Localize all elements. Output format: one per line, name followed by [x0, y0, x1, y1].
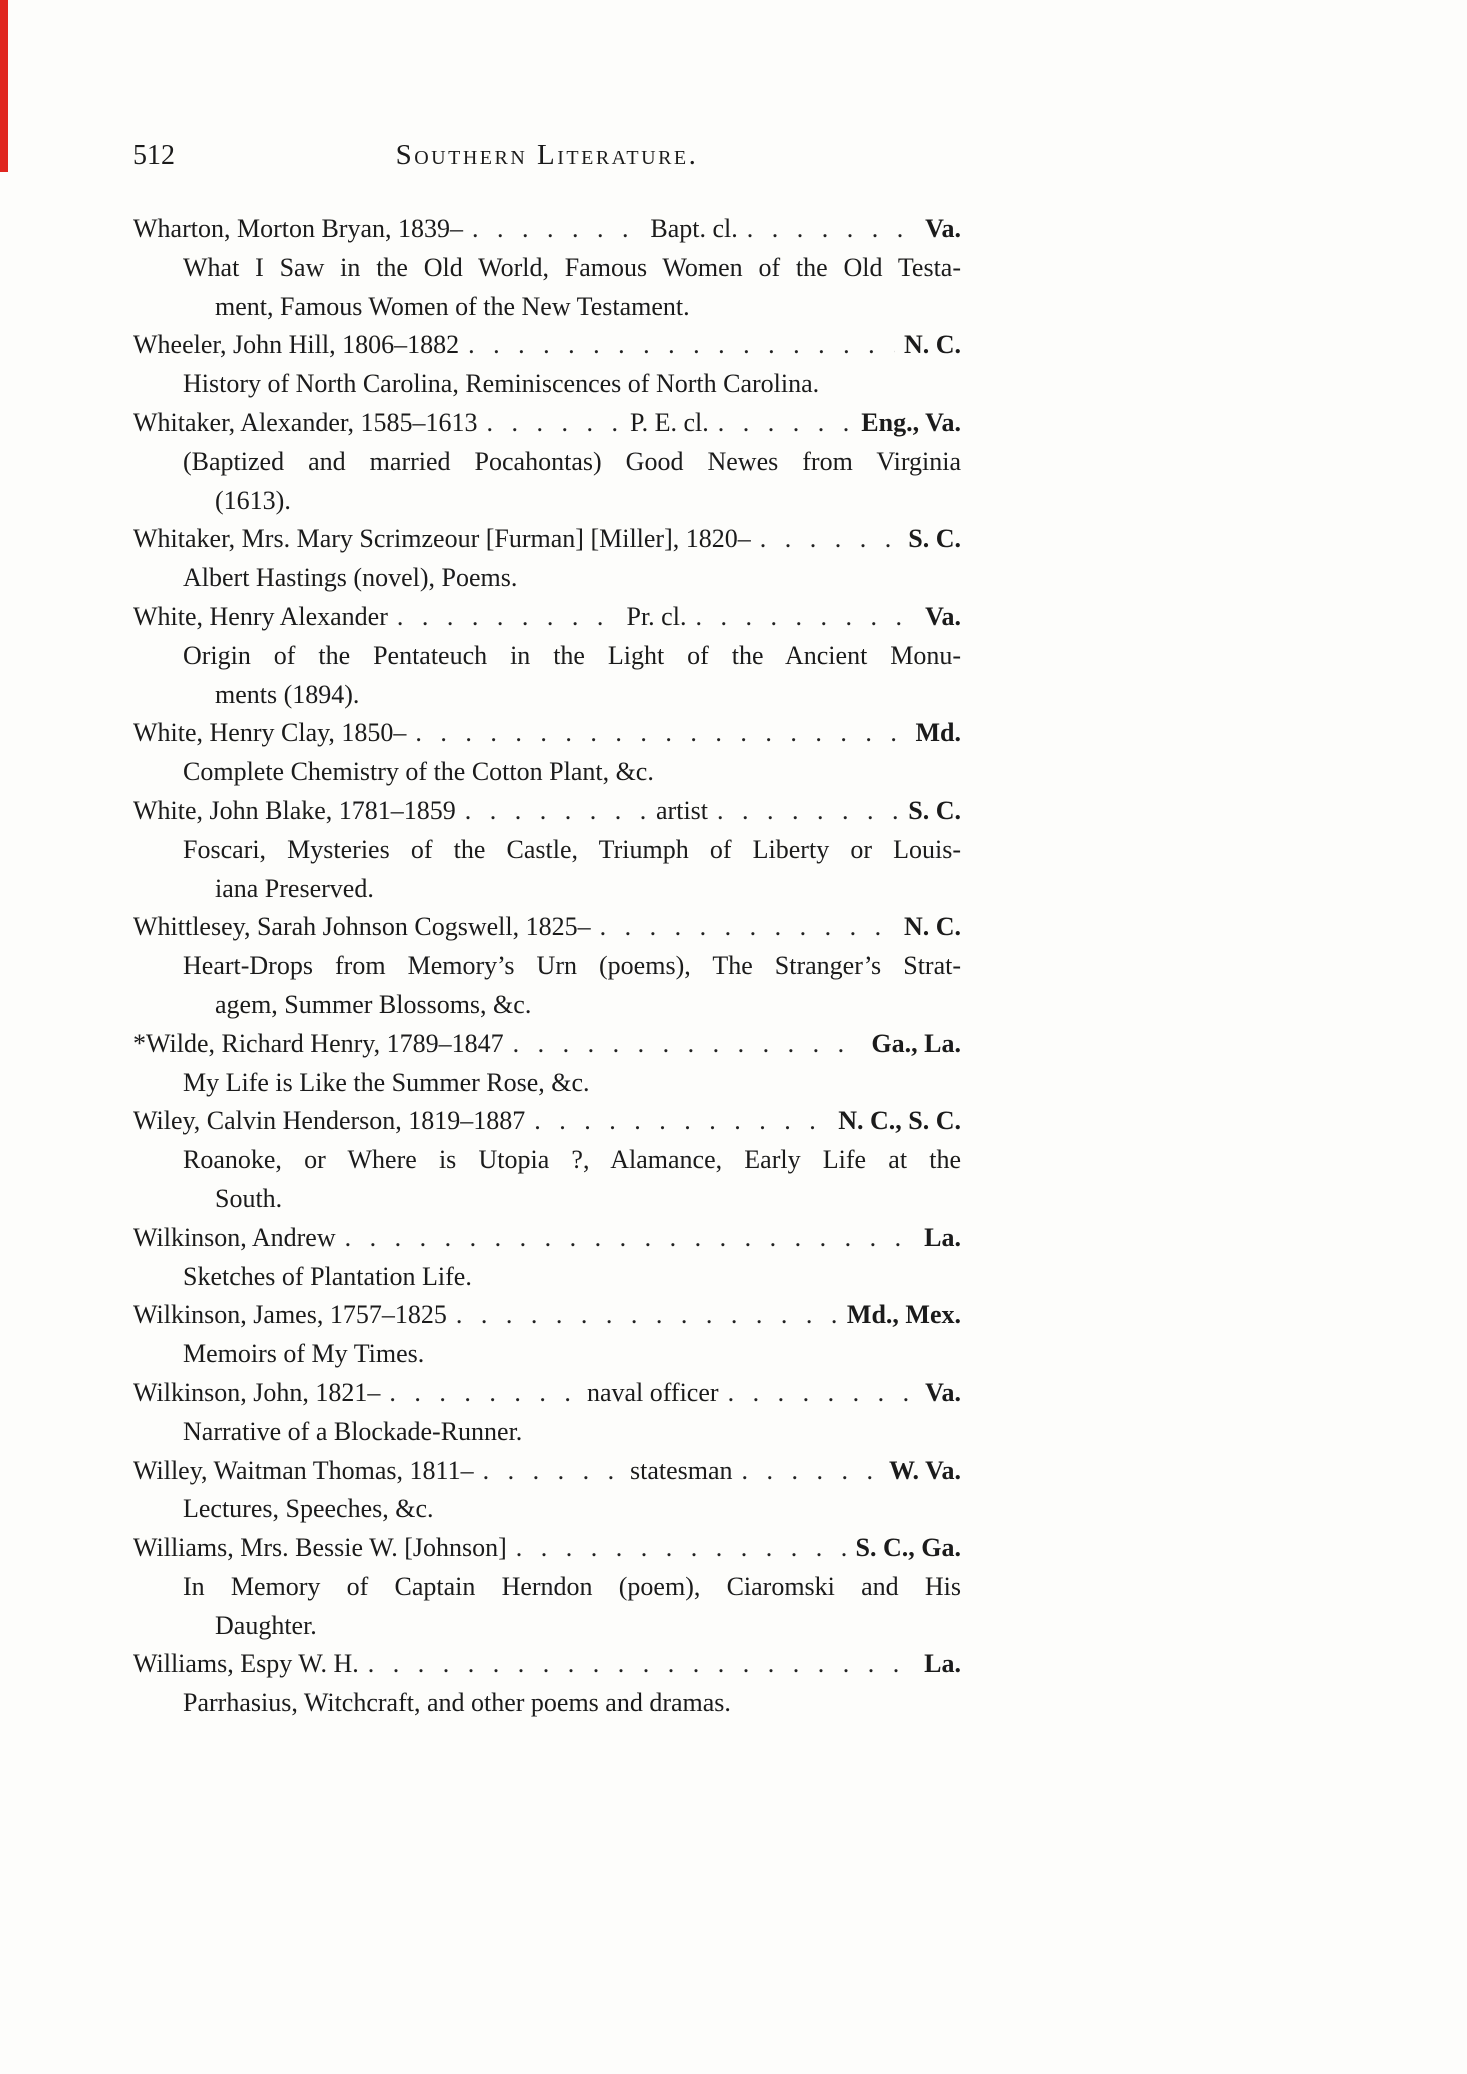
- author-location: La.: [924, 1649, 961, 1679]
- work-line: What I Saw in the Old World, Famous Women of the Old Testa-: [183, 252, 961, 282]
- dot-leader: [345, 1219, 916, 1258]
- author-occupation: P. E. cl.: [630, 407, 709, 437]
- entry-head: [133, 1219, 961, 1258]
- dot-leader: [728, 1374, 917, 1413]
- dot-leader: [717, 792, 899, 831]
- author-name: White, John Blake, 1781–1859: [133, 795, 456, 825]
- work-line: In Memory of Captain Herndon (poem), Ciaromski and His: [183, 1571, 961, 1601]
- author-name: Wharton, Morton Bryan, 1839–: [133, 214, 464, 243]
- dot-leader: [513, 1025, 863, 1064]
- work-line: Complete Chemistry of the Cotton Plant, &c.: [183, 757, 654, 787]
- work-line: ment, Famous Women of the New Testament.: [215, 291, 690, 321]
- work-line: Foscari, Mysteries of the Castle, Triumph of Liberty or Louis-: [183, 834, 961, 864]
- dot-leader: [389, 1374, 578, 1413]
- author-occupation: Bapt. cl.: [650, 214, 738, 243]
- author-name: Williams, Mrs. Bessie W. [Johnson]: [133, 1533, 507, 1563]
- entry-head: [133, 1529, 961, 1568]
- entry-head: [133, 1452, 961, 1491]
- work-line: (1613).: [215, 485, 291, 515]
- work-line: Lectures, Speeches, &c.: [183, 1494, 434, 1524]
- entry: [133, 1296, 961, 1374]
- author-name: Williams, Espy W. H.: [133, 1649, 359, 1679]
- entry-head: [133, 210, 961, 249]
- dot-leader: [468, 326, 895, 365]
- work-line: South.: [215, 1183, 283, 1213]
- dot-leader: [487, 404, 622, 443]
- author-name: Whitaker, Mrs. Mary Scrimzeour [Furman] [Miller], 1820–: [133, 524, 751, 554]
- author-location: S. C., Ga.: [855, 1533, 961, 1563]
- author-name: Wilkinson, James, 1757–1825: [133, 1300, 447, 1330]
- entry: [133, 1374, 961, 1452]
- entry: [133, 1645, 961, 1723]
- author-occupation: statesman: [630, 1455, 733, 1485]
- work-line: Parrhasius, Witchcraft, and other poems and dramas.: [183, 1688, 731, 1718]
- author-location: La.: [924, 1222, 961, 1252]
- entry-head: [133, 1296, 961, 1335]
- work-line: iana Preserved.: [215, 873, 374, 903]
- author-location: N. C.: [903, 912, 961, 942]
- author-location: S. C.: [908, 795, 961, 825]
- author-location: N. C.: [903, 330, 961, 360]
- work-line: ments (1894).: [215, 679, 360, 709]
- entry-head: [133, 598, 961, 637]
- author-name: White, Henry Clay, 1850–: [133, 718, 407, 748]
- work-line: Albert Hastings (novel), Poems.: [183, 563, 518, 593]
- entry-head: [133, 520, 961, 559]
- dot-leader: [465, 792, 647, 831]
- work-line: Daughter.: [215, 1610, 317, 1640]
- text-block: [133, 136, 961, 1723]
- author-location: W. Va.: [888, 1455, 961, 1485]
- entry: [133, 598, 961, 714]
- work-line: My Life is Like the Summer Rose, &c.: [183, 1067, 590, 1097]
- entry-head: [133, 1102, 961, 1141]
- entry-head: [133, 1374, 961, 1413]
- author-name: Wilkinson, Andrew: [133, 1222, 336, 1252]
- entry-head: [133, 404, 961, 443]
- author-location: N. C., S. C.: [838, 1106, 961, 1136]
- entry: [133, 1102, 961, 1218]
- dot-leader: [760, 520, 900, 559]
- entry-head: [133, 1025, 961, 1064]
- entry: [133, 1219, 961, 1297]
- dot-leader: [397, 598, 618, 637]
- work-line: Heart-Drops from Memory’s Urn (poems), The Stranger’s Strat-: [183, 951, 961, 981]
- author-location: S. C.: [908, 524, 961, 554]
- entry: [133, 1452, 961, 1530]
- entry: [133, 908, 961, 1024]
- author-occupation: artist: [656, 795, 709, 825]
- entry-head: [133, 908, 961, 947]
- dot-leader: [516, 1529, 847, 1568]
- entry: [133, 1025, 961, 1103]
- author-location: Va.: [925, 1377, 961, 1407]
- author-occupation: naval officer: [586, 1377, 719, 1407]
- dot-leader: [472, 210, 641, 249]
- author-name: White, Henry Alexander: [133, 601, 388, 631]
- work-line: Origin of the Pentateuch in the Light of the Ancient Monu-: [183, 640, 961, 670]
- entry-head: [133, 326, 961, 365]
- dot-leader: [695, 598, 916, 637]
- entry: [133, 792, 961, 908]
- entry-head: [133, 792, 961, 831]
- author-location: Md.: [915, 718, 961, 748]
- entries-list: [133, 210, 961, 1723]
- dot-leader: [368, 1645, 915, 1684]
- entry: [133, 1529, 961, 1645]
- scan-artifact: [0, 0, 8, 172]
- author-name: Whittlesey, Sarah Johnson Cogswell, 1825–: [133, 912, 591, 942]
- author-location: Va.: [925, 214, 961, 243]
- entry: [133, 326, 961, 404]
- author-location: Eng., Va.: [861, 407, 961, 437]
- work-line: Memoirs of My Times.: [183, 1339, 425, 1369]
- dot-leader: [742, 1452, 880, 1491]
- dot-leader: [415, 714, 906, 753]
- dot-leader: [747, 210, 916, 249]
- author-occupation: Pr. cl.: [626, 601, 687, 631]
- author-name: Willey, Waitman Thomas, 1811–: [133, 1455, 474, 1485]
- page-header: [133, 136, 961, 175]
- dot-leader: [600, 908, 895, 947]
- entry-head: [133, 714, 961, 753]
- dot-leader: [718, 404, 853, 443]
- dot-leader: [534, 1102, 829, 1141]
- author-name: Whitaker, Alexander, 1585–1613: [133, 407, 478, 437]
- entry: [133, 714, 961, 792]
- work-line: Roanoke, or Where is Utopia ?, Alamance, Early Life at the: [183, 1145, 961, 1175]
- author-location: Md., Mex.: [846, 1300, 961, 1330]
- work-line: Sketches of Plantation Life.: [183, 1261, 472, 1291]
- author-location: Va.: [925, 601, 961, 631]
- author-name: Wheeler, John Hill, 1806–1882: [133, 330, 460, 360]
- entry: [133, 404, 961, 520]
- dot-leader: [483, 1452, 621, 1491]
- work-line: (Baptized and married Pocahontas) Good Newes from Virginia: [183, 446, 961, 476]
- dot-leader: [456, 1296, 838, 1335]
- page-number: 512: [133, 140, 175, 171]
- author-name: Wilkinson, John, 1821–: [133, 1377, 381, 1407]
- author-name: Wiley, Calvin Henderson, 1819–1887: [133, 1106, 526, 1136]
- entry: [133, 210, 961, 326]
- entry-head: [133, 1645, 961, 1684]
- entry: [133, 520, 961, 598]
- work-line: Narrative of a Blockade-Runner.: [183, 1416, 523, 1446]
- author-location: Ga., La.: [871, 1028, 961, 1058]
- running-title: Southern Literature.: [395, 139, 699, 171]
- work-line: History of North Carolina, Reminiscences of North Carolina.: [183, 369, 820, 399]
- author-name: *Wilde, Richard Henry, 1789–1847: [133, 1028, 504, 1058]
- work-line: agem, Summer Blossoms, &c.: [215, 989, 532, 1019]
